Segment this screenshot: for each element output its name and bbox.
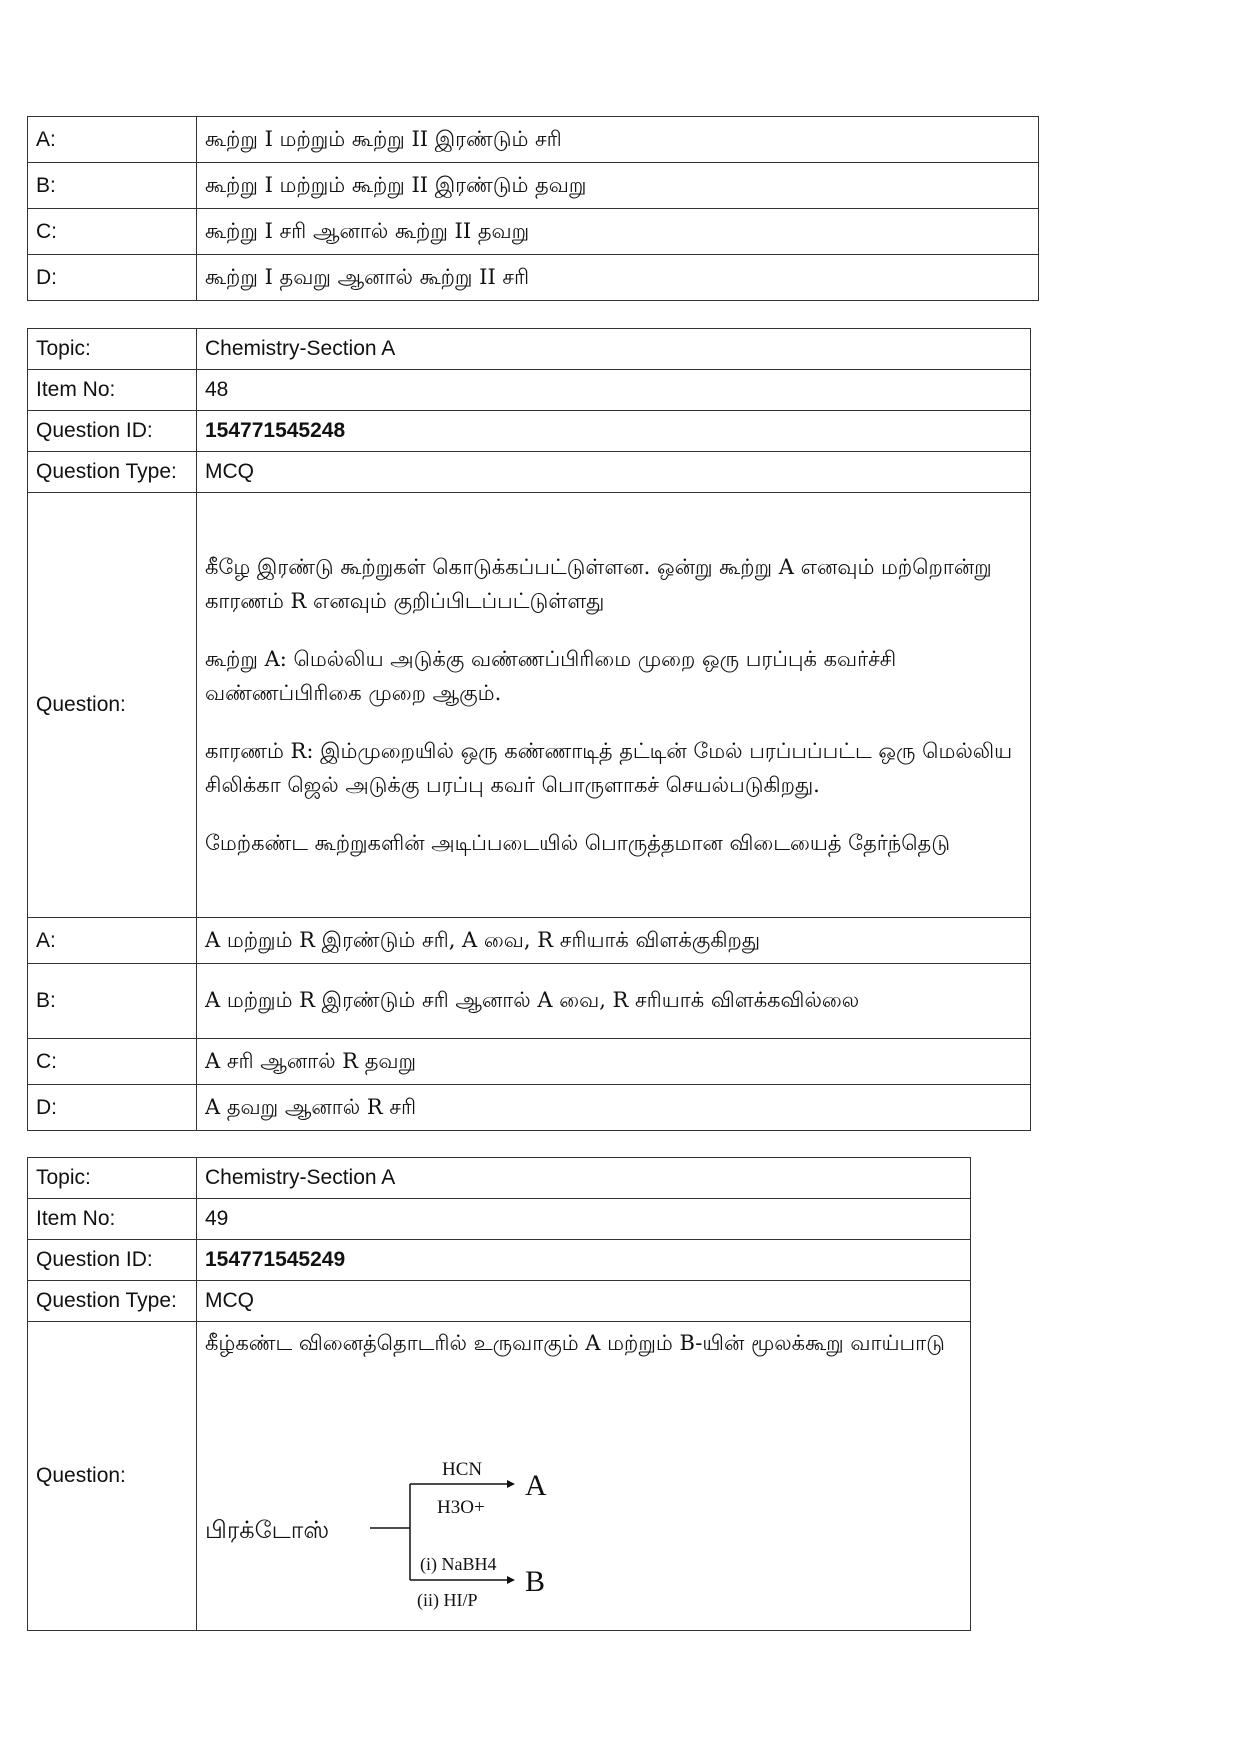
reaction-scheme: [205, 1420, 962, 1630]
option-row-d: [28, 1085, 1031, 1131]
reactant-fructose: பிரக்டோஸ்: [205, 1516, 330, 1544]
reagent-h3o: H3O+: [437, 1497, 485, 1518]
option-label: C:: [28, 1039, 197, 1085]
option-label: B:: [28, 163, 197, 209]
option-label: B:: [28, 964, 197, 1039]
question-row: [28, 493, 1031, 918]
option-label: D:: [28, 255, 197, 301]
question-label: Question:: [28, 493, 197, 918]
option-row-c: [28, 209, 1039, 255]
option-text: A மற்றும் R இரண்டும் சரி, A வை, R சரியாக் விளக்குகிறது: [197, 918, 1031, 964]
option-text: A தவறு ஆனால் R சரி: [197, 1085, 1031, 1131]
item-row: [28, 370, 1031, 411]
topic-value: Chemistry-Section A: [197, 1158, 971, 1199]
option-row-a: [28, 918, 1031, 964]
question-id-label: Question ID:: [28, 1240, 197, 1281]
question-type-row: [28, 1281, 971, 1322]
question-id-value: 154771545249: [197, 1240, 971, 1281]
reaction-scheme-diagram: [205, 1420, 585, 1630]
item-value: 49: [197, 1199, 971, 1240]
question-type-value: MCQ: [197, 1281, 971, 1322]
product-b: B: [525, 1565, 546, 1598]
option-row-d: [28, 255, 1039, 301]
question-type-value: MCQ: [197, 452, 1031, 493]
question-body: [197, 493, 1031, 918]
question-table-49: [27, 1157, 971, 1631]
topic-label: Topic:: [28, 329, 197, 370]
product-a: A: [525, 1469, 547, 1502]
option-label: D:: [28, 1085, 197, 1131]
question-type-label: Question Type:: [28, 1281, 197, 1322]
option-text: A மற்றும் R இரண்டும் சரி ஆனால் A வை, R சரியாக் விளக்கவில்லை: [197, 964, 1031, 1039]
item-label: Item No:: [28, 1199, 197, 1240]
option-text: கூற்று I மற்றும் கூற்று II இரண்டும் சரி: [197, 117, 1039, 163]
question-text: கீழ்கண்ட வினைத்தொடரில் உருவாகும் A மற்றும் B-யின் மூலக்கூறு வாய்பாடு: [205, 1331, 945, 1355]
item-row: [28, 1199, 971, 1240]
question-intro: கீழே இரண்டு கூற்றுகள் கொடுக்கப்பட்டுள்ளன. ஒன்று கூற்று A எனவும் மற்றொன்று காரணம் R எனவும் குறிப்பிடப்பட்டுள்ளது: [205, 555, 992, 613]
topic-label: Topic:: [28, 1158, 197, 1199]
option-text: கூற்று I தவறு ஆனால் கூற்று II சரி: [197, 255, 1039, 301]
option-row-b: [28, 964, 1031, 1039]
item-value: 48: [197, 370, 1031, 411]
question-type-row: [28, 452, 1031, 493]
option-label: A:: [28, 918, 197, 964]
option-text: கூற்று I சரி ஆனால் கூற்று II தவறு: [197, 209, 1039, 255]
question-assertion: கூற்று A: மெல்லிய அடுக்கு வண்ணப்பிரிமை முறை ஒரு பரப்புக் கவர்ச்சி வண்ணப்பிரிகை முறை ஆகும்.: [205, 647, 897, 705]
question-table-48: [27, 328, 1031, 1131]
question-body: [197, 1322, 971, 1631]
question-id-label: Question ID:: [28, 411, 197, 452]
question-label: Question:: [28, 1322, 197, 1631]
upper-arrowhead: [507, 1480, 515, 1488]
option-row-c: [28, 1039, 1031, 1085]
option-text: A சரி ஆனால் R தவறு: [197, 1039, 1031, 1085]
question-id-row: [28, 1240, 971, 1281]
option-text: கூற்று I மற்றும் கூற்று II இரண்டும் தவறு: [197, 163, 1039, 209]
options-table-prev: [27, 116, 1039, 301]
option-label: C:: [28, 209, 197, 255]
reagent-hcn: HCN: [442, 1459, 483, 1480]
lower-arrowhead: [507, 1576, 515, 1584]
reagent-hi-p: (ii) HI/P: [417, 1590, 478, 1610]
topic-row: [28, 1158, 971, 1199]
reagent-nabh4: (i) NaBH4: [420, 1554, 497, 1574]
question-id-row: [28, 411, 1031, 452]
topic-row: [28, 329, 1031, 370]
option-row-b: [28, 163, 1039, 209]
item-label: Item No:: [28, 370, 197, 411]
question-id-value: 154771545248: [197, 411, 1031, 452]
question-type-label: Question Type:: [28, 452, 197, 493]
question-instruction: மேற்கண்ட கூற்றுகளின் அடிப்படையில் பொருத்தமான விடையைத் தேர்ந்தெடு: [205, 831, 950, 855]
topic-value: Chemistry-Section A: [197, 329, 1031, 370]
option-row-a: [28, 117, 1039, 163]
question-row: [28, 1322, 971, 1631]
question-reason: காரணம் R: இம்முறையில் ஒரு கண்ணாடித் தட்டின் மேல் பரப்பப்பட்ட ஒரு மெல்லிய சிலிக்கா ஜெல் அடுக்கு பரப்பு கவர் பொருளாகச் செயல்படுகிறது.: [205, 739, 1013, 797]
option-label: A:: [28, 117, 197, 163]
